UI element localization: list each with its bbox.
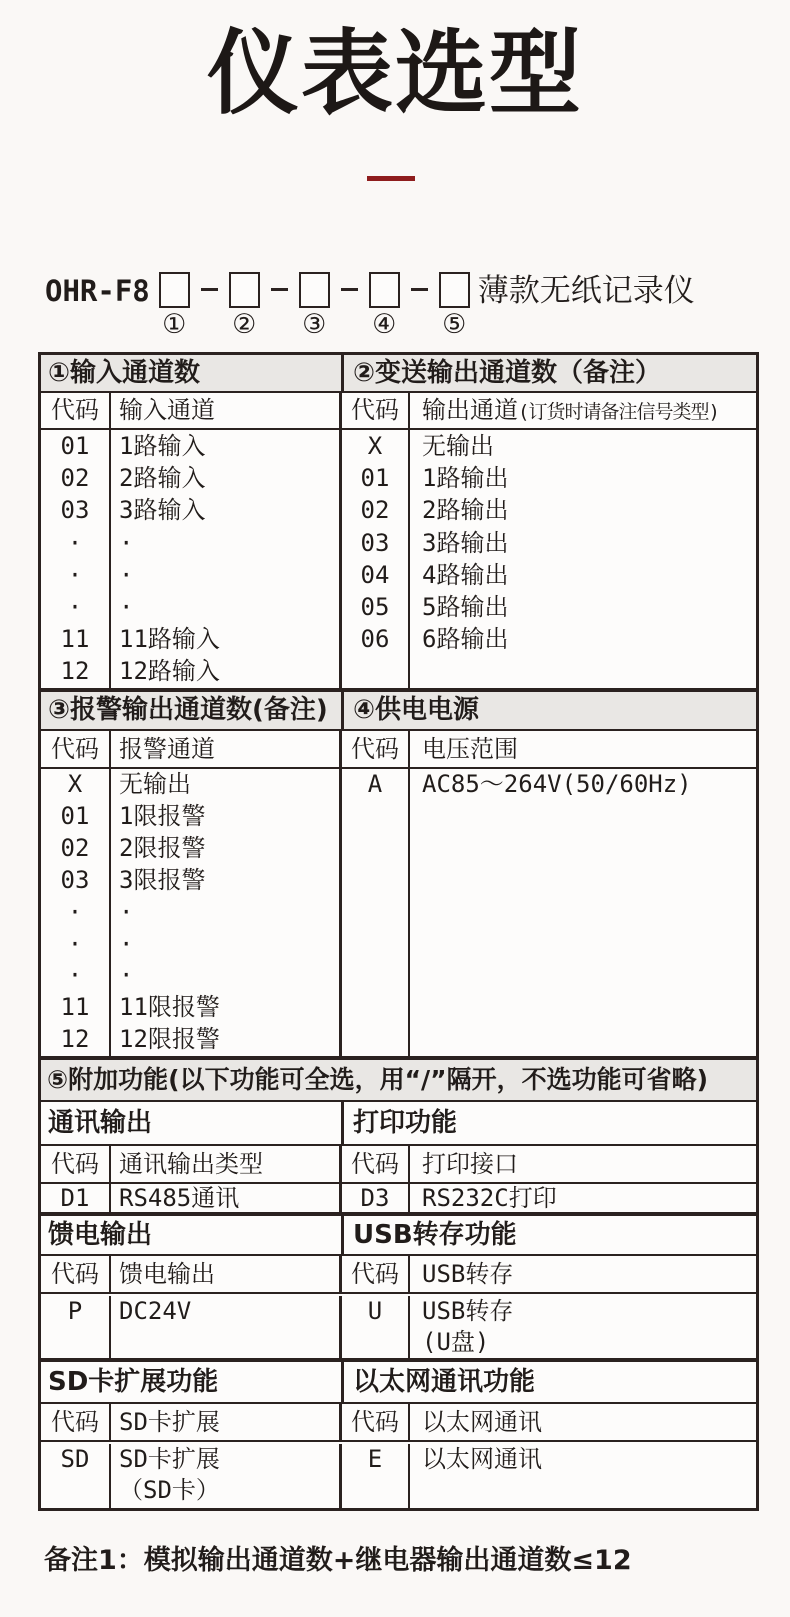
- desc-column: [109, 1296, 339, 1358]
- code-cell: P: [67, 1297, 83, 1325]
- desc-cell: 3限报警: [119, 865, 206, 894]
- code-column: [339, 430, 408, 688]
- code-cell: 03: [60, 496, 90, 525]
- feature-power-title: 馈电输出: [48, 1220, 153, 1250]
- code-col-header: 代码: [339, 1404, 408, 1440]
- desc-cell: RS232C打印: [422, 1184, 557, 1212]
- desc-col-header: USB转存: [408, 1256, 756, 1292]
- desc-cell: SD卡扩展: [119, 1445, 220, 1473]
- desc-cell: 1限报警: [119, 801, 206, 830]
- code-col-header: 代码: [339, 731, 408, 767]
- desc-cell: 2路输入: [119, 464, 206, 493]
- desc-column: [109, 1444, 339, 1508]
- feature-usb-title: USB转存功能: [341, 1216, 756, 1254]
- code-column: [339, 1184, 408, 1212]
- desc-col-header: 打印接口: [408, 1146, 756, 1182]
- feature-column-header-row-1: [41, 1144, 756, 1182]
- model-code-position-4: [369, 272, 400, 340]
- code-col-header: 代码: [51, 396, 99, 424]
- code-cell: 03: [360, 528, 390, 557]
- position-label-3: ③: [302, 309, 327, 340]
- section3-title: ③报警输出通道数(备注): [48, 695, 328, 725]
- desc-column: [408, 1444, 756, 1508]
- data-block-5: [41, 1440, 756, 1508]
- code-column: [41, 1184, 109, 1212]
- model-code-position-3: [299, 272, 330, 340]
- code-column: [41, 430, 109, 688]
- feature-sd-title: SD卡扩展功能: [48, 1367, 219, 1397]
- desc-cell: 无输出: [119, 770, 191, 798]
- code-cell: 02: [60, 833, 90, 862]
- section4-title: ④供电电源: [341, 692, 756, 729]
- code-cell: 12: [60, 657, 90, 686]
- desc-col-header: 报警通道: [109, 731, 339, 767]
- feature-ethernet-title: 以太网通讯功能: [341, 1362, 756, 1402]
- desc-cell: (U盘): [422, 1327, 490, 1356]
- model-code-position-5: [439, 272, 470, 340]
- code-cell: SD: [60, 1445, 90, 1473]
- desc-cell: 2限报警: [119, 833, 206, 862]
- desc-cell: 无输出: [422, 432, 494, 460]
- code-box-5: [439, 272, 470, 308]
- code-cell: ·: [67, 593, 83, 622]
- desc-cell: 11路输入: [119, 625, 220, 654]
- desc-cell: 1路输入: [119, 432, 206, 460]
- desc-cell: 6路输出: [422, 625, 509, 654]
- code-cell: 03: [60, 865, 90, 894]
- code-cell: ·: [67, 897, 83, 926]
- desc-column: [408, 430, 756, 688]
- desc-cell: （SD卡）: [119, 1475, 220, 1504]
- position-label-4: ④: [372, 309, 397, 340]
- desc-cell: 12路输入: [119, 657, 220, 686]
- code-cell: ·: [67, 528, 83, 557]
- desc-cell: ·: [119, 897, 134, 926]
- desc-cell: DC24V: [119, 1297, 192, 1325]
- section5-header-row: [41, 1056, 756, 1100]
- feature-column-header-row-2: [41, 1254, 756, 1292]
- feature-comm-title: 通讯输出: [48, 1108, 153, 1138]
- feature-title-row-1: [41, 1100, 756, 1144]
- section2-title: ②变送输出通道数（备注）: [341, 355, 756, 391]
- code-col-header: 代码: [51, 1150, 99, 1178]
- code-col-header: 代码: [339, 1146, 408, 1182]
- code-cell: 02: [60, 464, 90, 493]
- code-cell: A: [367, 770, 383, 798]
- feature-title-row-2: [41, 1212, 756, 1254]
- code-cell: 11: [60, 625, 90, 654]
- code-col-header: 代码: [51, 1408, 99, 1436]
- desc-col-header-note: (订货时请备注信号类型): [518, 401, 719, 423]
- desc-cell: ·: [119, 961, 134, 990]
- desc-cell: 3路输入: [119, 496, 206, 525]
- desc-cell: 12限报警: [119, 1025, 220, 1054]
- feature-column-header-row-3: [41, 1402, 756, 1440]
- column-header-row-2: [41, 729, 756, 767]
- desc-column: [109, 769, 339, 1056]
- dash-separator: [341, 288, 358, 291]
- data-block-2: [41, 767, 756, 1056]
- code-box-4: [369, 272, 400, 308]
- code-column: [339, 769, 408, 1056]
- position-label-5: ⑤: [442, 309, 467, 340]
- selection-table: [38, 352, 759, 1511]
- bottom-note: 备注1：模拟输出通道数+继电器输出通道数≤12: [44, 1545, 632, 1576]
- dash-separator: [201, 288, 218, 291]
- code-cell: 04: [360, 560, 390, 589]
- desc-cell: ·: [119, 593, 134, 622]
- code-column: [339, 1444, 408, 1508]
- model-code-position-2: [229, 272, 260, 340]
- code-cell: U: [367, 1297, 383, 1325]
- data-block-1: [41, 428, 756, 688]
- position-label-1: ①: [162, 309, 187, 340]
- desc-col-header: 输入通道: [109, 393, 339, 428]
- desc-cell: ·: [119, 560, 134, 589]
- code-cell: X: [67, 770, 83, 798]
- desc-col-header: [408, 393, 756, 428]
- code-column: [41, 769, 109, 1056]
- dash-separator: [271, 288, 288, 291]
- code-cell: 01: [60, 432, 90, 460]
- code-column: [339, 1296, 408, 1358]
- position-label-2: ②: [232, 309, 257, 340]
- code-column: [41, 1296, 109, 1358]
- desc-col-header: SD卡扩展: [109, 1404, 339, 1440]
- code-cell: E: [367, 1445, 383, 1473]
- code-cell: 12: [60, 1025, 90, 1054]
- desc-cell: 5路输出: [422, 593, 509, 622]
- desc-col-header: 馈电输出: [109, 1256, 339, 1292]
- feature-print-title: 打印功能: [341, 1102, 756, 1144]
- desc-cell: 2路输出: [422, 496, 509, 525]
- desc-cell: ·: [119, 929, 134, 958]
- model-code-position-1: [159, 272, 190, 340]
- code-cell: ·: [67, 929, 83, 958]
- code-cell: D3: [360, 1184, 390, 1212]
- code-cell: 06: [360, 625, 390, 654]
- code-cell: 11: [60, 993, 90, 1022]
- desc-col-header-text: 输出通道: [422, 396, 518, 424]
- column-header-row-1: [41, 391, 756, 428]
- desc-cell: AC85～264V(50/60Hz): [422, 770, 692, 798]
- desc-cell: 11限报警: [119, 993, 220, 1022]
- desc-column: [408, 1296, 756, 1358]
- code-cell: D1: [60, 1184, 90, 1212]
- page-title: 仪表选型: [206, 20, 583, 127]
- model-prefix: OHR-F8: [45, 274, 150, 308]
- section5-title: ⑤附加功能(以下功能可全选，用“/”隔开，不选功能可省略): [47, 1065, 709, 1094]
- desc-column: [408, 1184, 756, 1212]
- desc-cell: USB转存: [422, 1297, 514, 1325]
- feature-title-row-3: [41, 1358, 756, 1402]
- section-header-row-1: [41, 355, 756, 391]
- model-code-line: [45, 272, 695, 340]
- code-col-header: 代码: [339, 393, 408, 428]
- section-header-row-2: [41, 688, 756, 729]
- code-box-3: [299, 272, 330, 308]
- desc-col-header: 以太网通讯: [408, 1404, 756, 1440]
- code-box-2: [229, 272, 260, 308]
- product-name: 薄款无纸记录仪: [477, 273, 695, 309]
- desc-cell: 1路输出: [422, 464, 509, 493]
- code-cell: 05: [360, 593, 390, 622]
- code-cell: ·: [67, 961, 83, 990]
- desc-col-header: 电压范围: [408, 731, 756, 767]
- code-cell: 01: [60, 801, 90, 830]
- code-cell: 01: [360, 464, 390, 493]
- code-cell: 02: [360, 496, 390, 525]
- code-cell: X: [367, 432, 383, 460]
- section1-title: ①输入通道数: [48, 358, 201, 388]
- title-divider-dash: [367, 176, 415, 181]
- desc-col-header: 通讯输出类型: [109, 1146, 339, 1182]
- desc-column: [408, 769, 756, 1056]
- code-cell: ·: [67, 560, 83, 589]
- desc-cell: 以太网通讯: [422, 1445, 542, 1473]
- code-box-1: [159, 272, 190, 308]
- code-col-header: 代码: [51, 1260, 99, 1288]
- desc-cell: ·: [119, 528, 134, 557]
- desc-cell: 4路输出: [422, 560, 509, 589]
- desc-column: [109, 1184, 339, 1212]
- data-block-4: [41, 1292, 756, 1358]
- code-column: [41, 1444, 109, 1508]
- desc-column: [109, 430, 339, 688]
- desc-cell: RS485通讯: [119, 1184, 240, 1212]
- dash-separator: [411, 288, 428, 291]
- code-col-header: 代码: [51, 735, 99, 763]
- data-block-3: [41, 1182, 756, 1212]
- code-col-header: 代码: [339, 1256, 408, 1292]
- desc-cell: 3路输出: [422, 528, 509, 557]
